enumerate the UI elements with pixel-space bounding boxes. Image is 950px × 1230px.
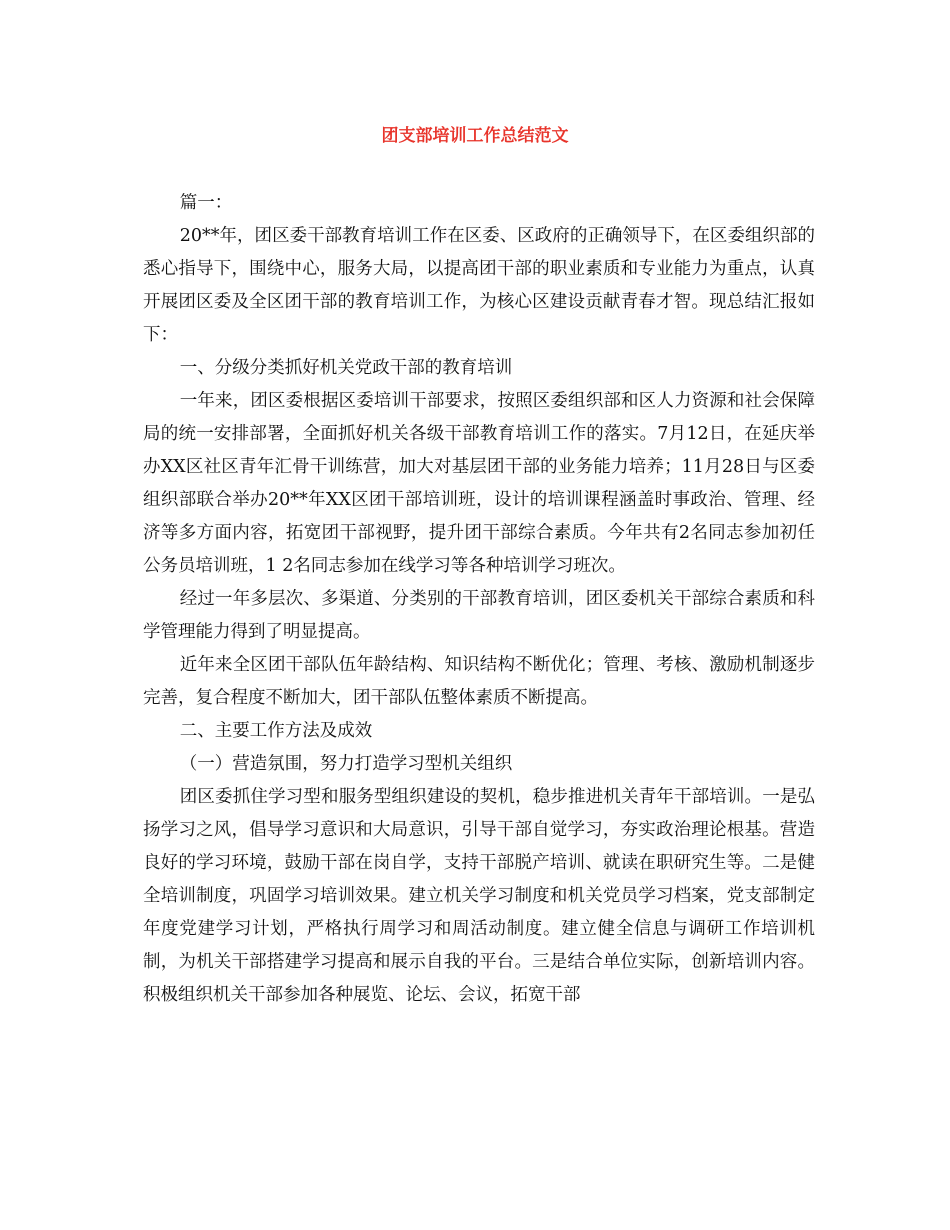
paragraph-learning-org: 团区委抓住学习型和服务型组织建设的契机，稳步推进机关青年干部培训。一是弘扬学习之风，倡导学习意识和大局意识，引导干部自觉学习，夯实政治理论根基。营造良好的学习环境，鼓励干部在岗自学，支持干部脱产培训、就读在职研究生等。二是健全培训制度，巩固学习培训效果。建立机关学习制度和机关党员学习档案，党支部制定年度党建学习计划，严格执行周学习和周活动制度。建立健全信息与调研工作培训机制，为机关干部搭建学习提高和展示自我的平台。三是结合单位实际，创新培训内容。积极组织机关干部参加各种展览、论坛、会议，拓宽干部 xyxy=(143,787,815,1005)
heading-section-1: 一、分级分类抓好机关党政干部的教育培训 xyxy=(179,358,513,378)
heading-subsection-1: （一）营造氛围，努力打造学习型机关组织 xyxy=(179,754,513,774)
paragraph-intro: 20**年，团区委干部教育培训工作在区委、区政府的正确领导下，在区委组织部的悉心指导下，围绕中心，服务大局，以提高团干部的职业素质和专业能力为重点，认真开展团区委及全区团干部的教育培训工作，为核心区建设贡献青春才智。现总结汇报如下： xyxy=(143,226,815,345)
document-title: 团支部培训工作总结范文 xyxy=(381,126,569,146)
heading-section-2: 二、主要工作方法及成效 xyxy=(179,721,373,741)
paragraph-results: 经过一年多层次、多渠道、分类别的干部教育培训，团区委机关干部综合素质和科学管理能力得到了明显提高。 xyxy=(143,589,815,642)
paragraph-section-label: 篇一： xyxy=(179,193,233,213)
paragraph-team-quality: 近年来全区团干部队伍年龄结构、知识结构不断优化；管理、考核、激励机制逐步完善，复合程度不断加大，团干部队伍整体素质不断提高。 xyxy=(143,655,815,708)
document-body xyxy=(143,187,815,1012)
paragraph-training-details: 一年来，团区委根据区委培训干部要求，按照区委组织部和区人力资源和社会保障局的统一安排部署，全面抓好机关各级干部教育培训工作的落实。7月12日，在延庆举办XX区社区青年汇骨干训练营，加大对基层团干部的业务能力培养；11月28日与区委组织部联合举办20**年XX区团干部培训班，设计的培训课程涵盖时事政治、管理、经济等多方面内容，拓宽团干部视野，提升团干部综合素质。今年共有2名同志参加初任公务员培训班，1 2名同志参加在线学习等各种培训学习班次。 xyxy=(143,391,815,576)
